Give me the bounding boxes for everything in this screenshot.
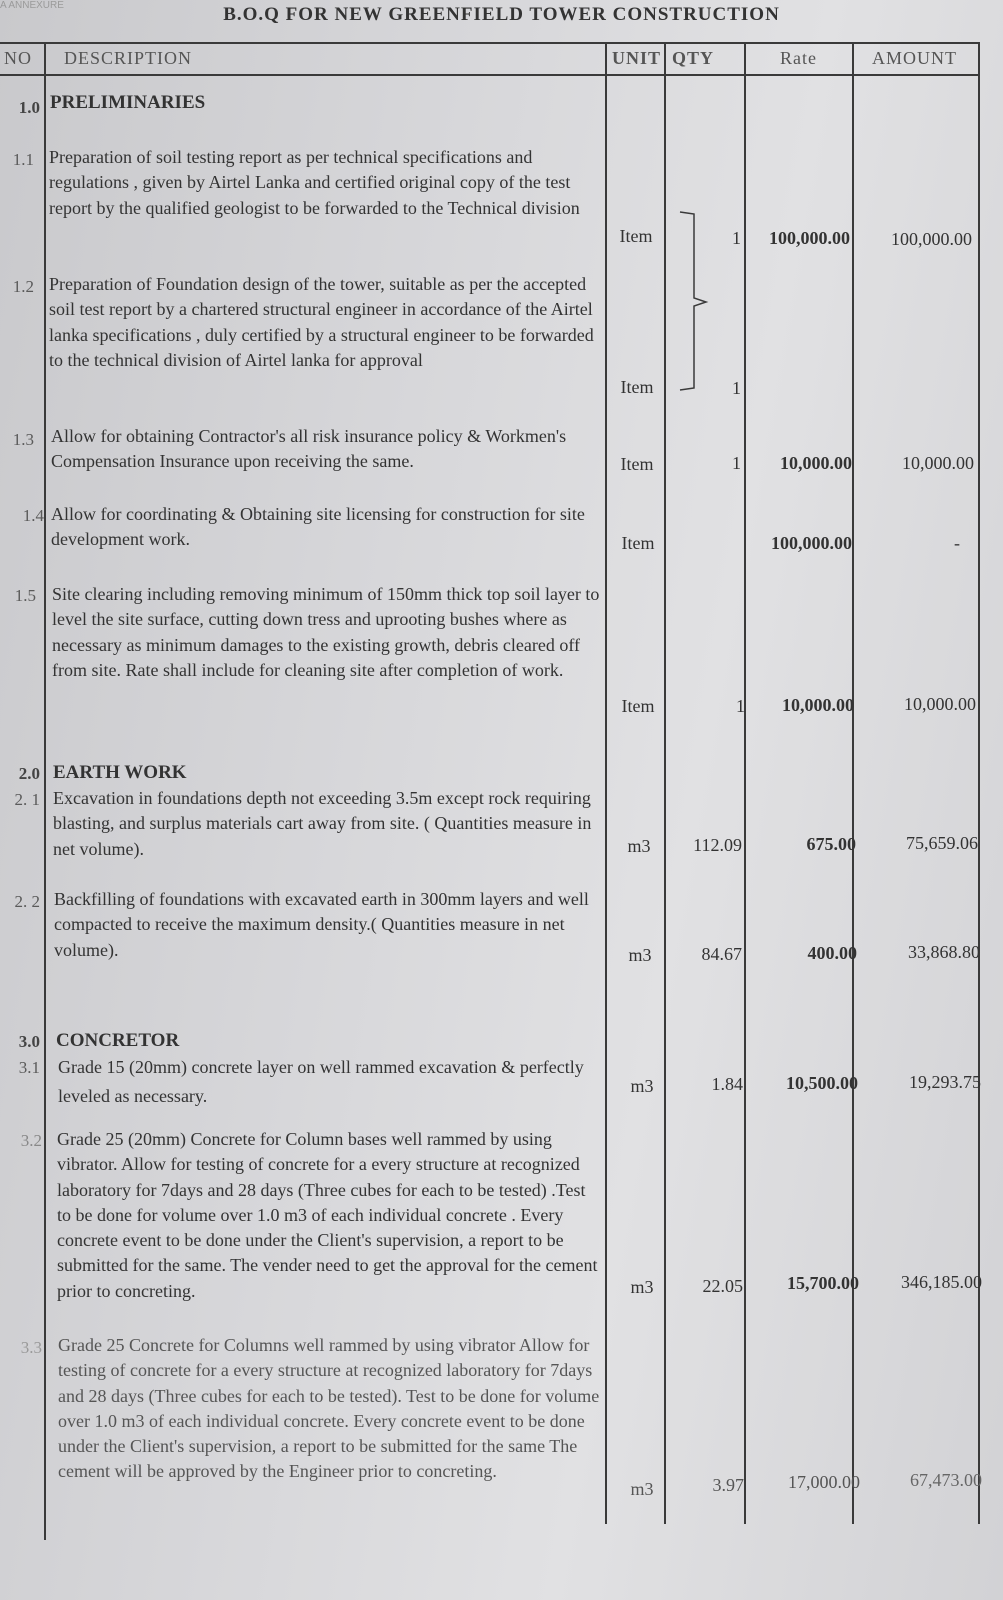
header-amount: AMOUNT <box>872 48 957 68</box>
item-qty: 1 <box>732 453 741 473</box>
item-qty: 1 <box>732 378 741 398</box>
col-rule-rate <box>744 44 746 1524</box>
item-amount: - <box>954 533 960 553</box>
item-no: 1.2 <box>12 277 34 296</box>
item-no: 3.2 <box>20 1131 42 1150</box>
item-qty: 22.05 <box>702 1276 743 1296</box>
item-no: 3.3 <box>20 1338 42 1357</box>
item-rate: 100,000.00 <box>769 228 850 248</box>
item-qty: 3.97 <box>712 1475 744 1495</box>
item-unit: m3 <box>630 1076 654 1096</box>
header-top-rule <box>0 42 980 44</box>
item-unit: m3 <box>630 1277 654 1297</box>
item-qty: 1 <box>732 228 741 248</box>
item-amount: 19,293.75 <box>909 1072 981 1092</box>
item-qty: 112.09 <box>693 835 742 855</box>
header-qty: QTY <box>672 48 715 68</box>
item-unit: Item <box>620 454 654 474</box>
item-no: 1.4 <box>22 506 44 525</box>
col-rule-qty <box>664 44 666 1524</box>
col-rule-unit <box>605 44 607 1524</box>
item-unit: m3 <box>630 1479 654 1499</box>
section-title: EARTH WORK <box>53 762 187 783</box>
col-rule-right <box>978 44 980 1524</box>
section-title: PRELIMINARIES <box>50 92 206 113</box>
item-qty: 84.67 <box>701 944 742 964</box>
item-no: 1.5 <box>14 586 36 605</box>
item-description: Site clearing including removing minimum of 150mm thick top soil layer to level the site surface, cutting down tress and uprooting bushes where as necessary as minimum damages to the existing growth, debris cleared off from site. Rate shall include for cleaning site after completion of work. <box>52 584 600 680</box>
item-no: 2. 1 <box>14 790 40 809</box>
section-no: 1.0 <box>18 98 40 117</box>
col-rule-amount <box>852 44 854 1524</box>
brace-path <box>680 212 706 390</box>
item-description: Excavation in foundations depth not exceeding 3.5m except rock requiring blasting, and surplus materials cart away from site. ( Quantities measure in net volume). <box>53 788 592 859</box>
item-rate: 100,000.00 <box>771 533 852 553</box>
item-no: 1.3 <box>12 430 34 449</box>
item-rate: 10,500.00 <box>786 1073 858 1093</box>
item-rate: 675.00 <box>806 834 856 854</box>
header-rate: Rate <box>780 48 817 68</box>
section-no: 2.0 <box>18 764 40 783</box>
item-amount: 346,185.00 <box>901 1272 982 1292</box>
item-amount: 10,000.00 <box>902 453 974 473</box>
item-rate: 10,000.00 <box>782 695 854 715</box>
item-amount: 67,473.00 <box>910 1470 982 1490</box>
item-description: Grade 25 (20mm) Concrete for Column bases well rammed by using vibrator. Allow for testing of concrete for a every structure at recognized laboratory for 7days and 28 days (Three cubes for each to be tested) .Test to be done for volume over 1.0 m3 of each individual concrete . Every concrete event to be done under the Client's supervision, a report to be submitted for the same. The vender need to get the approval for the cement prior to concreting. <box>57 1129 598 1301</box>
item-unit: m3 <box>627 836 651 856</box>
item-rate: 15,700.00 <box>787 1273 859 1293</box>
header-unit: UNIT <box>612 48 662 68</box>
section-title: CONCRETOR <box>56 1030 180 1051</box>
header-no: NO <box>4 48 32 68</box>
item-unit: Item <box>621 696 655 716</box>
item-no: 3.1 <box>18 1058 40 1077</box>
item-unit: m3 <box>628 945 652 965</box>
item-amount: 75,659.06 <box>906 833 978 853</box>
item-description: Allow for obtaining Contractor's all risk insurance policy & Workmen's Compensation Insurance upon receiving the same. <box>51 426 567 472</box>
grouping-brace-icon <box>676 208 716 398</box>
header-bottom-rule <box>0 74 980 76</box>
header-description: DESCRIPTION <box>64 48 193 68</box>
item-description: Backfilling of foundations with excavated earth in 300mm layers and well compacted to receive the maximum density.( Quantities measure in net volume). <box>54 889 589 960</box>
item-unit: Item <box>621 533 655 553</box>
section-no: 3.0 <box>18 1032 40 1051</box>
item-description: Preparation of Foundation design of the tower, suitable as per the accepted soil test report by a chartered structural engineer in accordance of the Airtel lanka specifications , duly certified by a structural engineer to be forwarded to the technical division of Airtel lanka for approval <box>49 274 594 370</box>
item-rate: 400.00 <box>807 943 857 963</box>
item-rate: 17,000.00 <box>788 1472 860 1492</box>
item-no: 2. 2 <box>14 892 40 911</box>
item-no: 1.1 <box>12 150 34 169</box>
document-title: B.O.Q FOR NEW GREENFIELD TOWER CONSTRUCTION <box>223 4 780 25</box>
item-description: Preparation of soil testing report as per technical specifications and regulations , given by Airtel Lanka and certified original copy of the test report by the qualified geologist to be forwarded to the Technical division <box>49 147 580 218</box>
item-qty: 1 <box>736 696 745 716</box>
item-qty: 1.84 <box>711 1074 743 1094</box>
col-rule-no <box>44 44 46 1540</box>
item-rate: 10,000.00 <box>780 453 852 473</box>
corner-text: A ANNEXURE <box>0 0 64 11</box>
item-description: Grade 25 Concrete for Columns well rammed by using vibrator Allow for testing of concrete for a every structure at recognized laboratory for 7days and 28 days (Three cubes for each to be tested). Test to be done for volume over 1.0 m3 of each individual concrete. Every concrete event to be done under the Client's supervision, a report to be submitted for the same The cement will be approved by the Engineer prior to concreting. <box>58 1335 600 1482</box>
item-amount: 33,868.80 <box>908 942 980 962</box>
item-amount: 10,000.00 <box>904 694 976 714</box>
item-description: Allow for coordinating & Obtaining site licensing for construction for site development work. <box>51 504 585 550</box>
item-unit: Item <box>620 377 654 397</box>
item-amount: 100,000.00 <box>891 229 972 249</box>
item-unit: Item <box>619 226 653 246</box>
item-description: Grade 15 (20mm) concrete layer on well rammed excavation & perfectly leveled as necessary. <box>58 1057 584 1106</box>
